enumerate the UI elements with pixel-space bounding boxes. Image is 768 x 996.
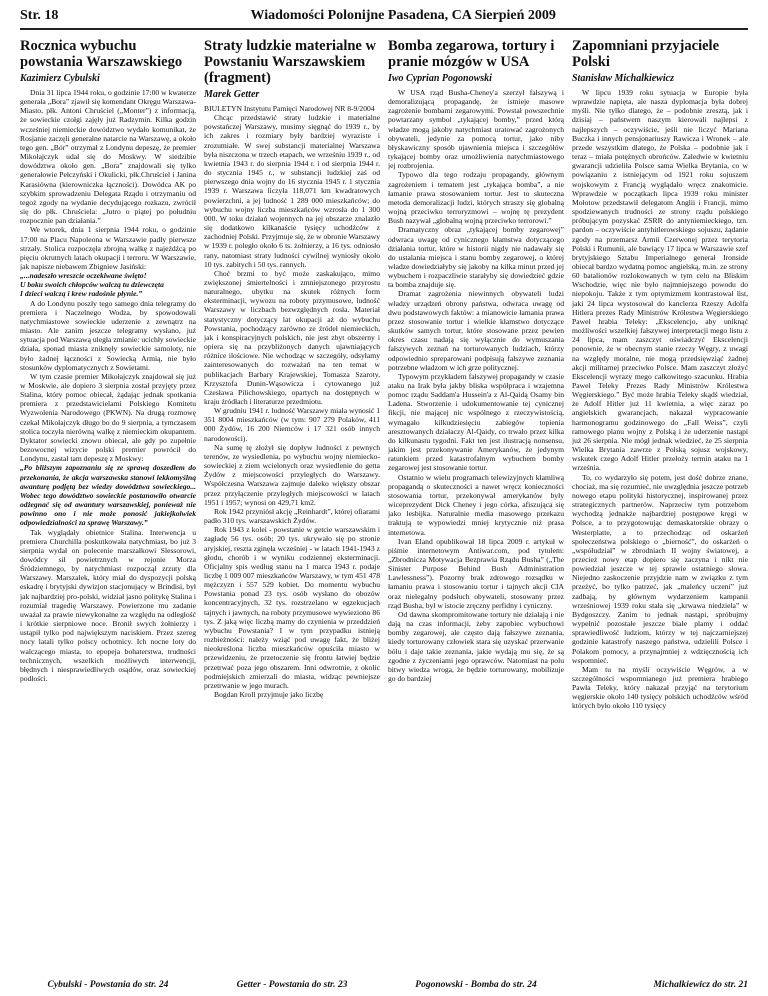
paragraph: Choć brzmi to być może zaskakująco, mimo zwiększonej śmiertelności i zmniejszonego przyrostu naturalnego, ubytku na skutek różnych form eksterminacji, wywozu na roboty przymusowe, ludność Warszawy w liczbach bezwzględnych rosła. Materiał statystyczny dotyczący lat okupacji aż do wybuchu Powstania, pochodzący zarówno ze źródeł niemieckich, jak i konspiracyjnych polskich, nie jest zbyt obszerny i opiera się na przybliżonych danych ujawniających różnice ilościowe. Nie wchodząc w szczegóły, odsyłamy zainteresowanych do rozważań na ten temat w publikacjach Barbary Krajewskiej, Tomasza Szaroty, Krzysztofa Dunin-Wąsowicza i cytowanego już Czesława Pilichowskiego, opartych na dostępnych w kraju źródłach i literaturze przedmiotu. <box>204 268 380 406</box>
paragraph: Od dawna skompromitowane tortury nie działają i nie dają na czas informacji, żeby zapobiec wybuchowi bomby zegarowej, ale często dają fałszywe zeznania, kiedy torturowany człowiek stara się uzyskać przerwanie bólu i daje takie zeznania, jakie wydają mu się, że są zgodne z życzeniami jego oprawców. Natomiast na polu bitwy wiedza wroga, że będzie torturowany, mobilizuje go do bardziej <box>388 609 564 683</box>
paragraph: Rok 1942 przyniósł akcję „Reinhardt”, której ofiarami padło 310 tys. warszawskich Żydów. <box>204 506 380 526</box>
paragraph: A do Londynu poszły tego samego dnia telegramy do premiera i Naczelnego Wodza, by spowodowali natychmiastowe sowieckie uderzenie z zewnątrz na miasto. Ale zanim jeszcze telegramy wysłano, już sytuacja pod Warszawą uległa zmianie: ucichły sowieckie działa, sponad miasta zniknęły sowieckie samoloty, nie było żadnej łączności z Sowiecką Armią, nie było stosunków dyplomatycznych z Sowietami. <box>20 298 196 372</box>
article-column-1 <box>20 38 196 996</box>
page-header <box>20 8 748 30</box>
paragraph: Na sumę tę złożył się dopływ ludności z pewnych terenów, ze wysiedlenia, po wybuchu wojny niemiecko-sowieckiej z ziem wcielonych oraz wysiedlenie do getta Żydów z miejscowości przyległych do Warszawy. Współczesna Warszawa zajmuje daleko większy obszar przez przyłączenie przyległych miejscowości w latach 1951 i 1957; wynosi on 429,71 km2. <box>204 442 380 507</box>
publication-title: Wiadomości Polonijne Pasadena, CA Sierpień 2009 <box>250 8 556 23</box>
paragraph: Typowym przykładem fałszywej propagandy w czasie ataku na Irak była jakby bliska współpraca i wzajemna pomoc rządu Saddam'a Hussein'a z Al-Qaidą Osamy bin Ladena. Stworzenie i udokumentowanie tej cynicznej fikcji, nie mającej nic wspólnego z rzeczywistością, wymagało kilkudziesięciu zabiegów topienia aresztowanych działaczy Al-Qaidy, co trwało przez kilka do kilkunastu tygodni. Fakt ten jest ilustracją nonsensu, jakim jest przekonywanie Amerykanów, że jedynym ratunkiem przed katastrofalnym wybuchem bomby zegarowej jest stosowanie tortur. <box>388 371 564 473</box>
article-body <box>204 104 380 976</box>
article-title: Rocznica wybuchu powstania Warszawskiego <box>20 38 183 70</box>
paragraph: Mam tu na myśli oczywiście Węgrów, a w szczególności wspomnianego już premiera hrabiego Pawła Teleky, który nakazał przyjąć na terytorium węgierskie około 140 tysięcy polskich uchodźców wśród których było około 110 tysięcy <box>572 664 748 711</box>
article-title: Straty ludzkie materialne w Powstaniu Warszawskiem (fragment) <box>204 38 376 86</box>
poem-line: U boku swoich chłopców walczą tu dziewczęta <box>20 280 164 290</box>
article-body <box>572 88 748 976</box>
paragraph: W USA rząd Busha-Cheney'a szerzył fałszywą i demoralizującą propagandę, że istnieje masowe zagrożenie bombami zegarowymi. Powstał powszechnie powtarzany symbol „tykającej bomby,” przed którą władze mogą jakoby natychmiast uratować zagrożonych obywateli, jedynie za pomocą tortur, jako niby błyskawiczny sposób ujawnienia miejsca i szczegółów tykającej bomby oraz umożliwienia natychmiastowego jej rozbrojenia. <box>388 88 564 171</box>
article-column-2 <box>204 38 380 996</box>
article-author: Iwo Cyprian Pogonowski <box>388 73 492 84</box>
article-author: Stanisław Michalkiewicz <box>572 73 674 84</box>
article-author: Kazimierz Cybulski <box>20 73 100 84</box>
poem-line: „...nadeszło wreszcie oczekiwane święto! <box>20 271 147 281</box>
continuation-note: Pogonowski - Bomba do str. 24 <box>415 980 537 990</box>
continuation-note: Michalkiewicz do str. 21 <box>653 980 748 990</box>
paragraph: Ivan Eland opublikował 18 lipca 2009 r. artykuł w piśmie internetowym Antiwar.com, pod tytułem: „Zbrodnicza Motywacja Bezprawia Rządu Busha” („The Sinister Purpose Behind Bush Administration Lawlessness”). Pozorny brak zdrowego rozsądku w łamaniu prawa i stosowaniu tortur i tajnych akcji CIA oraz nielegalny podsłuch obywateli, stosowany przez rząd Busha, był w istocie zręczny perfidny i cyniczny. <box>388 536 564 610</box>
continuation-note: Cybulski - Powstania do str. 24 <box>47 980 169 990</box>
poem-line: I dzieci walczą i krew radośnie płynie.” <box>20 289 143 299</box>
article-title: Zapomniani przyjaciele Polski <box>572 38 720 70</box>
paragraph: Dnia 31 lipca 1944 roku, o godzinie 17:00 w kwaterze generała „Bora” zjawił się komendant Okręgu Warszawa-Miasto, płk. Antoni Chruściel („Monter”) z informacją, że sowieckie czołgi zajęły już Radzymin. Kilka godzin wcześniej niemieckie dowództwo wydało komunikat, że Rosjanie zaczęli generalne natarcie na Warszawę, a około tego gen. „Bór” otrzymał z Londynu depeszę, że premier Mikołajczyk udał się do Moskwy. W siedzibie dowództwa około gen. „Bora” znajdowali się tylko generałowie Pełczyński i Okulicki, płk.Chruściel i Janina Karasiówna (kierowniczka łączności). Dowódca AK po szybkim sprowadzeniu Delegata Rządu i otrzymaniu od tegoż zgody na wydanie decydującego rozkazu, zwrócił się do płk. Chruściela: „Jutro o piątej po południu rozpocznie pan działania.” <box>20 88 196 226</box>
paragraph: To, co wydarzyło się potem, jest dość dobrze znane, chociaż, ma się rozumieć, nie uwzględnia jeszcze potrzeb nowego etapu polityki historycznej, inspirowanej przez strategicznych partnerów. Naprzeciw tym potrzebom wychodzą jednakże najbardziej postępowe kręgi w Polsce, a to przygotowując demaskatorskie obrazy o Westerplatte, a to przechodząc od oskarżeń społeczeństwa polskiego o „bierność”, do oskarżeń o „współudział” w zbrodniach II wojny światowej, a przecież nowy etap dopiero się zaczyna i nikt nie powiedział jeszcze w tej sprawie ostatniego słowa. Niejedno zaskoczenie przyjdzie nam w związku z tym przeżyć, bo tylko patrzeć, jak „maleńcy uczeni” już zadbają, by głównym wydarzeniem kampanii wrześniowej 1939 roku stała się „krwawa niedziela” w Bydgoszczy. Zanim to jednak nastąpi, spróbujmy wypełnić pozostałe jeszcze białe plamy i oddać sprawiedliwość ludziom, którzy w tej najczarniejszej godzinie katastrofy naszego państwa, udzielili Polsce i Polakom pomocy, a przynajmniej z wdzięcznością ich wspomnieć. <box>572 472 748 665</box>
paragraph: Rok 1943 z kolei - powstanie w getcie warszawskim i zagładę 56 tys. osób; 20 tys. ukrywało się po stronie aryjskiej, reszta zginęła wcześniej - w latach 1941-1943 z głodu, chorób i w wyniku codziennej eksterminacji. Oficjalny spis według stanu na 1 marca 1943 r. podaje liczbę 1 009 007 mieszkańców Warszawy, w tym 451 478 mężczyzn i 557 529 kobiet. Do momentu wybuchu Powstania ponad 23 tys. osób wysłano do obozów koncentracyjnych, 32 tys. rozstrzelano w egzekucjach tajnych i jawnych, na roboty przymusowe wywieziono 86 tys. Z jaką więc liczbą mamy do czynienia w przeddzień wybuchu Powstania? I w tym przypadku istnieją rozbieżności: należy wziąć pod uwagę fakt, że bliżej nieokreślona liczba mieszkańców opuściła miasto w przewidzeniu, że przetoczenie się frontu łatwiej będzie przetrwać poza jego obszarem. Inni odwrotnie, z okolic podmiejskich zmierzali do miasta, widząc pewniejsze przetrwanie w jego murach. <box>204 525 380 690</box>
page-number: Str. 18 <box>20 8 59 23</box>
quote: „Po bliższym zapoznaniu się ze sprawą doszedłem do przekonania, że akcja warszawska stanowi lekkomyślną awanturę podjętą bez wiedzy dowództwa sowieckiego... Wobec tego dowództwo sowieckie postanowiło otwarcie odżegnać się od awantury warszawskiej, ponieważ nie powinno ono i nie może ponosić jakiejkolwiek odpowiedzialności za sprawę Warszawy.” <box>20 463 196 528</box>
paragraph: Dramatyczny obraz „tykającej bomby zegarowej” odwraca uwagę od cynicznego kłamstwa dotyczącego działania tortur, które w historii nigdy nie nadawały się do ustalania miejsca i stanu bomby zegarowej, o której władze dowiedziałyby się jakoby na kilka minut przed jej wybuchem i rozpaczliwie starałyby się dowiedzieć gdzie ta bomba znajduje się. <box>388 225 564 290</box>
paragraph: Chcąc przedstawić straty ludzkie i materialne powstańczej Warszawy, musimy sięgnąć do 1939 r., by ich zakres i rozmiary były bardziej wyraziste i zrozumiałe. W swej substancji materialnej Warszawa była niszczona w trzech etapach, we wrześniu 1939 r., od kwietnia 1943 r. do sierpnia 1944 r. i od sierpnia 1944 r. do stycznia 1945 r., w substancji ludzkiej zaś od pierwszego dnia wojny do 16 stycznia 1945 r. 1 stycznia 1939 r. Warszawa liczyła 118,071 km kwadratowych powierzchni, a jej ludność 1 289 000 mieszkańców; do wybuchu wojny liczba mieszkańców wzrosła do 1 300 000. W toku działań wojennych na jej obszarze znalazło się dodatkowo kilkanaście tysięcy uchodźców z zachodniej Polski. Przyjmuje się, że w obronie Warszawy w 1939 r. poległo około 6 ts. żołnierzy, a 16 tys. odniosło rany, natomiast straty ludności cywilnej wyniosły około 10 tys. zabitych i 50 tys. rannych. <box>204 113 380 269</box>
article-author: Marek Getter <box>204 89 260 100</box>
paragraph: Tak wyglądały obietnice Stalina. Interwencja u premiera Churchilla poskutkowała natychmiast, bo już 3 sierpnia wydał on polecenie marszałkowi Slessorowi, dowódcy sił powietrznych w rejonie Morza Śródziemnego, by natychmiast rozpoczął zrzuty dla Warszawy. Marszałek, który miał do dyspozycji polską eskadrę i brytyjski dywizjon stacjonujący w Brindisi, był jak najbardziej pro-polski, widział jasno politykę Stalina i rozumiał tragedię Warszawy. Powierzone mu zadanie uważał za prawie niewykonalne za względu na odległość i krótkie sierpniowe noce. Bronił swych żołnierzy i ustąpił tylko pod największym naciskiem. Przez szereg nocy latali tylko polscy ochotnicy. Ich nocne loty do walczącego miasta, to epopeja bohaterstwa, trudności technicznych, wszelkich możliwych interwencji, błędnych i niesprawiedliwych osądów, oraz sowieckiej podłości. <box>20 527 196 683</box>
paragraph: W lipcu 1939 roku sytuacja w Europie była wprawdzie napięta, ale nasza dyplomacja była dobrej myśli. Nie tylko dlatego, że – podobnie zresztą, jak i dzisiaj – państwem naszym kierowali najlepsi z najlepszych – oczywiście, jeśli nie liczyć Mariana Buczka i innych pensjonariuszy Rawicza i Wronek – ale przede wszystkim dlatego, że Polska – podobnie jak i teraz – miała potężnych obrońców. Zaledwie w kwietniu gwarancji udzieliła Polsce sama Wielka Brytania, co w powiązaniu z istniejącym od 1921 roku sojuszem wojskowym z Francją wyglądało wręcz znakomicie. Wprawdzie w początkach lipca 1939 roku minister Mołotow przedstawił delegatom Anglii i Francji, mimo spodziewanych trudności ze strony rządu polskiego próbującym pozyskać ZSRR do antyniemieckiego, tzn. pardon – oczywiście antyhitlerowskiego sojuszu, żądanie zgody na przemarsz Armii Czerwonej przez terytoria Polski i Rumunii, ale bawiący 17 lipca w Warszawie szef brytyjskiego Sztabu Imperialnego generał Ironside obiecał bardzo wydatną pomoc angielską, m.in. ze strony 60 batalionów rozlokowanych w tym celu na Bliskim Wschodzie, więc nie było najmniejszego powodu do niepokoju. Także z tym optymizmem kontrastował list, jaki 24 lipca wystosował do kanclerza Rzeszy Adolfa Hitlera prezes Rady Ministrów Królestwa Węgierskiego Paweł hrabia Teleky: „Ekscelencjo, aby uniknąć możliwości wszelkiej fałszywej interpretacji mego listu z 24 lipca, mam zaszczyt oświadczyć Ekscelencji ponownie, że w obecnym stanie rzeczy Węgry, z uwagi na względy moralne, nie mogą przedsięwziąć żadnej akcji militarnej przeciwko Polsce. Mam zaszczyt złożyć Ekscelencji wyrazy mego całkowitego szacunku. Hrabia Paweł Teleky Prezes Rady Ministrów Królestwa Węgierskiego.” Być może hrabia Teleky skądś wiedział, że Adolf Hitler już 11 kwietnia, a więc zaraz po angielskich gwarancjach, nakazał wypracowanie harmonogramu godzinowego do „Fall Weiss”, czyli ramowego planu wojny z Polską i że uderzenie nastąpi już 26 sierpnia. Nie mógł jednak wiedzieć, że 25 sierpnia Wielka Brytania zawrze z Polską sojusz wojskowy, wskutek czego Adolf Hitler przełoży termin ataku na 1 września. <box>572 88 748 473</box>
paragraph: Dramat zagrożenia niewinnych obywateli ludzi władzy urządzeń obrony państwa, odwraca uwagę od dwu podstawowych faktów: a mianowicie łamania prawa przez stosowanie tortur i wielkie kłamstwo dotyczące skutków samych tortur, które stosowane przez pewien okres czasu nadają się wyłącznie do wymuszania fałszywych zeznań na torturowanych ludziach, którzy odpowiednio spreparowani podpisują fałszywe zeznania potrzebne władzom w ich grze politycznej. <box>388 289 564 372</box>
paragraph: We wtorek, dnia 1 sierpnia 1944 roku, o godzinie 17:00 na Placu Napoleona w Warszawie padły pierwsze strzały. Stolica rozpoczęła zbrojną walkę z najeźdźcą po pięciu okrutnych latach okupacji i terroru. W Warszawie, jak napisze niebawem Zbigniew Jasiński: <box>20 225 196 271</box>
article-title: Bomba zegarowa, tortury i pranie mózgów w USA <box>388 38 555 70</box>
paragraph: W grudniu 1941 r. ludność Warszawy miała wynosić 1 351 8004 mieszkańców (w tym: 907 279 Polaków, 411 000 Żydów, 16 200 Niemców i 17 321 osób innych narodowości). <box>204 406 380 443</box>
article-column-3 <box>388 38 564 996</box>
continuation-note: Getter - Powstania do str. 23 <box>236 980 348 990</box>
paragraph: Ostatnio w wielu programach telewizyjnych kłamliwą propagandą o skuteczności a nawet wręcz konieczności stosowania tortur, przekonywał amerykanów były wiceprezydent Dick Cheney i jego córka, afiszująca się jako lesbijka. Naturalnie media masowego przekazu traktują te wypowiedzi mniej krytycznie niż prasa internetowa. <box>388 472 564 537</box>
article-column-4 <box>572 38 748 996</box>
paragraph: W tym czasie premier Mikołajczyk znajdował się już w Moskwie, ale dopiero 3 sierpnia został przyjęty przez Stalina, który pomoc obiecał, żądając jednak spotkania premiera z przedstawicielami Polskiego Komitetu Wyzwolenia Narodowego (PKWN). Na drugą rozmowę czekał Mikołajczyk długo bo do 9 sierpnia, a tymczasem stolica toczyła nierówną walkę z niemieckim okupantem. Dyktator sowiecki znowu obiecał, ale gdy po zupełnie bezowocnej wizycie polski premier powrócił do Londynu, zastał tam depeszę z Moskwy: <box>20 371 196 464</box>
article-body <box>20 88 196 976</box>
paragraph: Typowo dla tego rodzaju propagandy, głównym zagrożeniem i tematem jest „tykająca bomba”, a nie łamanie prawa stosowaniem tortur. Jest to skuteczna metoda demoralizacji ludzi, których straszy się globalną wojną przeciwko terroryzmowi – wojnę tę prezydent Bush nazywał „globalną wojną przeciwko terrorowi.” <box>388 170 564 226</box>
article-columns <box>20 38 748 996</box>
article-body <box>388 88 564 976</box>
paragraph: Bogdan Kroll przyjmuje jako liczbę <box>214 690 324 699</box>
paragraph: BIULETYN Instytutu Pamięci Narodowej NR 8-9/2004 <box>204 104 375 113</box>
